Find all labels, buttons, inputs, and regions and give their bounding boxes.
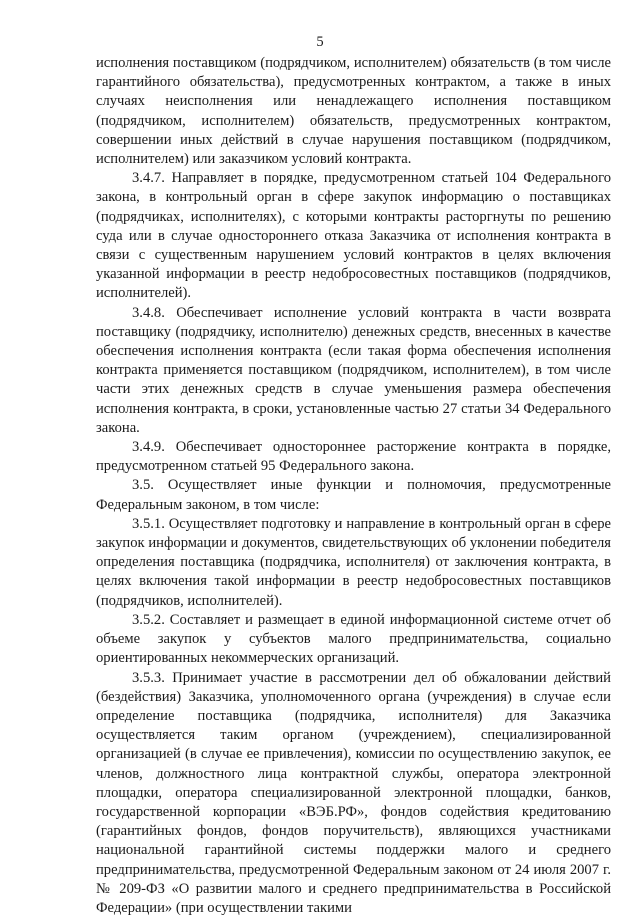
paragraph-3-5-1: 3.5.1. Осуществляет подготовку и направление в контрольный орган в сфере закупок информации и документов, свидетельствующих об уклонении победителя определения поставщика (подрядчика, исполнителя) от заключения контракта, в целях включения такой информации в реестр недобросовестных поставщиков (подрядчиков, исполнителей). [96, 515, 611, 611]
paragraph-3-5-3: 3.5.3. Принимает участие в рассмотрении дел об обжаловании действий (бездействия) Заказчика, уполномоченного органа (учреждения) в случае если определение поставщика (подрядчика, исполнителя) для Заказчика осуществляется таким органом (учреждением), специализированной организацией (в случае ее привлечения), комиссии по осуществлению закупок, ее членов, должностного лица контрактной службы, оператора электронной площадки, оператора специализированной электронной площадки, банков, государственной корпорации «ВЭБ.РФ», фондов содействия кредитованию (гарантийных фондов, фондов поручительств), являющихся участниками национальной гарантийной системы поддержки малого и среднего предпринимательства, предусмотренной Федеральным законом от 24 июля 2007 г. № 209-ФЗ «О развитии малого и среднего предпринимательства в Российской Федерации» (при осуществлении такими [96, 669, 611, 918]
paragraph-continuation: исполнения поставщиком (подрядчиком, исполнителем) обязательств (в том числе гарантийного обязательства), предусмотренных контрактом, а также в иных случаях неисполнения или ненадлежащего исполнения поставщиком (подрядчиком, исполнителем) обязательств, предусмотренных контрактом, совершении иных действий в случае нарушения поставщиком (подрядчиком, исполнителем) или заказчиком условий контракта. [96, 54, 611, 169]
page-number: 5 [0, 33, 640, 51]
paragraph-3-5: 3.5. Осуществляет иные функции и полномочия, предусмотренные Федеральным законом, в том числе: [96, 476, 611, 514]
paragraph-3-4-7: 3.4.7. Направляет в порядке, предусмотренном статьей 104 Федерального закона, в контрольный орган в сфере закупок информацию о поставщиках (подрядчиках, исполнителях), с которыми контракты расторгнуты по решению суда или в случае одностороннего отказа Заказчика от исполнения контракта в связи с существенным нарушением условий контрактов в целях включения указанной информации в реестр недобросовестных поставщиков (подрядчиков, исполнителей). [96, 169, 611, 303]
document-body [96, 54, 611, 918]
paragraph-3-5-2: 3.5.2. Составляет и размещает в единой информационной системе отчет об объеме закупок у субъектов малого предпринимательства, социально ориентированных некоммерческих организаций. [96, 611, 611, 669]
paragraph-3-4-8: 3.4.8. Обеспечивает исполнение условий контракта в части возврата поставщику (подрядчику, исполнителю) денежных средств, внесенных в качестве обеспечения исполнения контракта (если такая форма обеспечения исполнения контракта применяется поставщиком (подрядчиком, исполнителем), в том числе части этих денежных средств в случае уменьшения размера обеспечения исполнения контракта, в сроки, установленные частью 27 статьи 34 Федерального закона. [96, 304, 611, 438]
paragraph-3-4-9: 3.4.9. Обеспечивает одностороннее расторжение контракта в порядке, предусмотренном статьей 95 Федерального закона. [96, 438, 611, 476]
